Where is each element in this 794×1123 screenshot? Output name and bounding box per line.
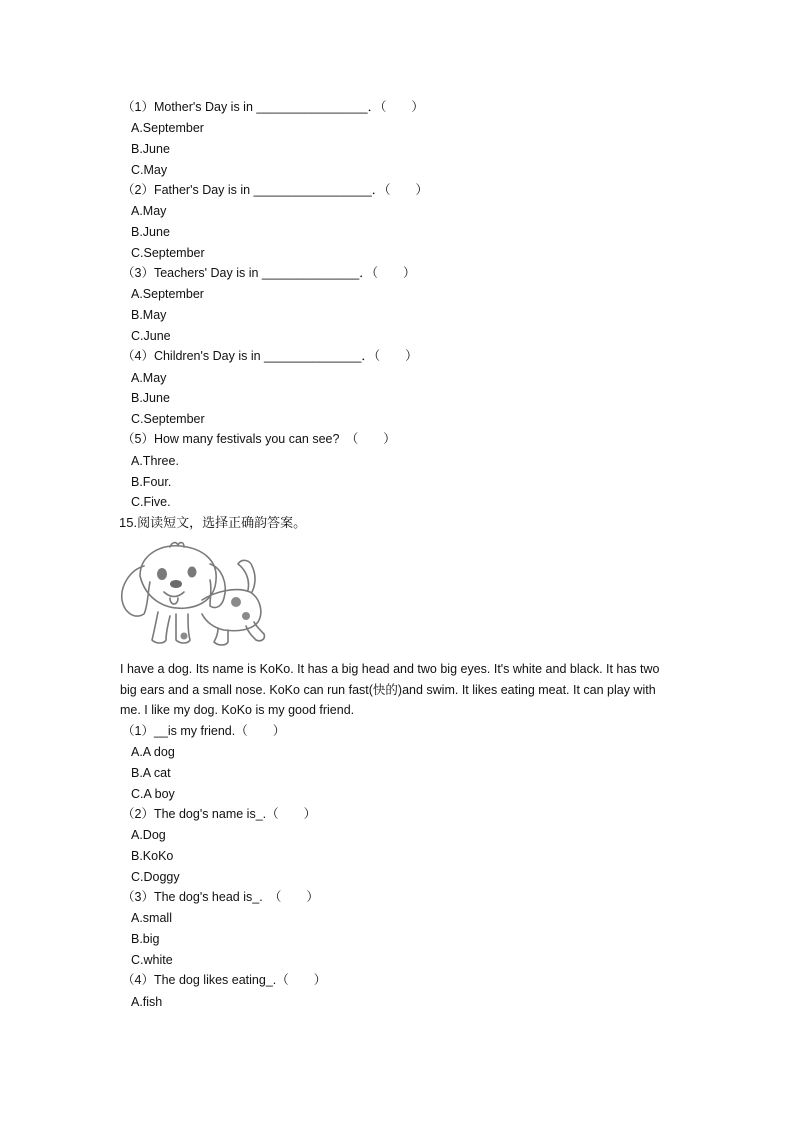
question-4-option-c[interactable]: C.September <box>131 412 205 426</box>
question-5-option-c[interactable]: C.Five. <box>131 495 171 509</box>
question-5-option-b[interactable]: B.Four. <box>131 475 172 489</box>
question-5-stem: （5）How many festivals you can see? （ ） <box>122 432 396 446</box>
reading-question-3-option-c[interactable]: C.white <box>131 953 173 967</box>
question-3-stem: （3）Teachers' Day is in ______________．（ ） <box>122 266 416 280</box>
question-4-option-b[interactable]: B.June <box>131 391 170 405</box>
question-1-option-c[interactable]: C.May <box>131 163 168 177</box>
passage-line-1: I have a dog. Its name is KoKo. It has a big head and two big eyes. It's white and black. It has two <box>120 662 660 676</box>
question-2-option-c[interactable]: C.September <box>131 246 205 260</box>
reading-question-1-option-b[interactable]: B.A cat <box>131 766 171 780</box>
question-2-option-b[interactable]: B.June <box>131 225 170 239</box>
reading-question-2-option-a[interactable]: A.Dog <box>131 828 166 842</box>
reading-question-4-stem: （4）The dog likes eating_.（ ） <box>122 973 327 987</box>
question-5-option-a[interactable]: A.Three. <box>131 454 179 468</box>
reading-question-4-option-a[interactable]: A.fish <box>131 995 163 1009</box>
question-3-option-a[interactable]: A.September <box>131 287 204 301</box>
reading-question-3-option-a[interactable]: A.small <box>131 911 172 925</box>
question-3-option-b[interactable]: B.May <box>131 308 167 322</box>
dog-illustration <box>118 540 270 650</box>
section-heading: 15.阅读短文，选择正确韵答案。 <box>119 515 307 530</box>
reading-question-1-stem: （1）__is my friend.（ ） <box>122 724 286 738</box>
question-2-stem: （2）Father's Day is in _________________．（ ） <box>122 183 429 197</box>
question-1-stem: （1）Mother's Day is in ________________．（ ） <box>122 100 424 114</box>
reading-question-2-option-c[interactable]: C.Doggy <box>131 870 180 884</box>
reading-question-3-stem: （3）The dog's head is_. （ ） <box>122 890 319 904</box>
reading-question-2-option-b[interactable]: B.KoKo <box>131 849 174 863</box>
reading-question-1-option-c[interactable]: C.A boy <box>131 787 175 801</box>
question-2-option-a[interactable]: A.May <box>131 204 167 218</box>
question-4-option-a[interactable]: A.May <box>131 371 167 385</box>
question-4-stem: （4）Children's Day is in ______________．（ ） <box>122 349 418 363</box>
reading-question-3-option-b[interactable]: B.big <box>131 932 160 946</box>
reading-question-1-option-a[interactable]: A.A dog <box>131 745 175 759</box>
question-1-option-b[interactable]: B.June <box>131 142 170 156</box>
question-3-option-c[interactable]: C.June <box>131 329 171 343</box>
passage-line-2: big ears and a small nose. KoKo can run fast(快的)and swim. It likes eating meat. It can play with <box>120 683 656 697</box>
reading-question-2-stem: （2）The dog's name is_.（ ） <box>122 807 317 821</box>
question-1-option-a[interactable]: A.September <box>131 121 204 135</box>
passage-line-3: me. I like my dog. KoKo is my good friend. <box>120 703 355 717</box>
